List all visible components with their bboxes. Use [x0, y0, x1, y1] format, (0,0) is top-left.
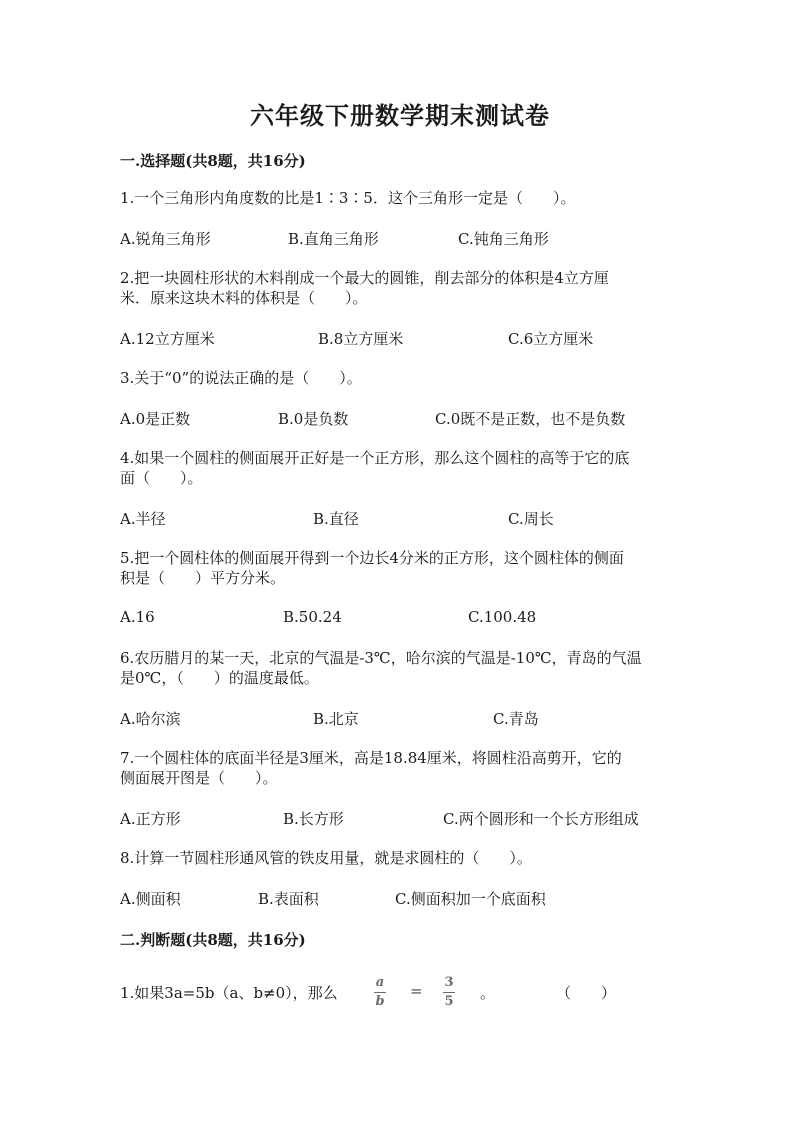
- page-title: 六年级下册数学期末测试卷: [250, 101, 550, 130]
- question-4-option-c[interactable]: C.周长: [508, 510, 554, 528]
- question-4-option-b[interactable]: B.直径: [313, 510, 359, 528]
- fraction-bar: [374, 992, 386, 993]
- section-heading-choice: 一.选择题(共8题，共16分): [120, 152, 306, 170]
- judgement-1-suffix: 。: [480, 984, 496, 1002]
- question-2-option-c[interactable]: C.6立方厘米: [508, 330, 594, 348]
- question-8-option-c[interactable]: C.侧面积加一个底面积: [395, 890, 546, 908]
- fraction-denominator: 5: [444, 994, 454, 1009]
- question-2-line-1: 2.把一块圆柱形状的木料削成一个最大的圆锥，削去部分的体积是4立方厘: [120, 269, 609, 287]
- question-1-option-c[interactable]: C.钝角三角形: [458, 230, 549, 248]
- section-heading-judgement: 二.判断题(共8题，共16分): [120, 931, 306, 949]
- fraction-a-over-b: [374, 976, 386, 1009]
- question-6-line-2: 是0℃，（ ）的温度最低。: [120, 669, 319, 687]
- question-5-line-2: 积是（ ）平方分米。: [120, 569, 286, 587]
- question-7-line-1: 7.一个圆柱体的底面半径是3厘米，高是18.84厘米，将圆柱沿高剪开，它的: [120, 749, 622, 767]
- question-3-line-1: 3.关于“0”的说法正确的是（ ）。: [120, 369, 362, 387]
- question-4-line-1: 4.如果一个圆柱的侧面展开正好是一个正方形，那么这个圆柱的高等于它的底: [120, 449, 630, 467]
- equals-sign: =: [410, 982, 423, 1000]
- question-5-option-b[interactable]: B.50.24: [283, 608, 342, 626]
- question-2-option-a[interactable]: A.12立方厘米: [120, 330, 215, 348]
- question-8-option-b[interactable]: B.表面积: [258, 890, 319, 908]
- question-5-line-1: 5.把一个圆柱体的侧面展开得到一个边长4分米的正方形，这个圆柱体的侧面: [120, 549, 624, 567]
- question-1-line-1: 1.一个三角形内角度数的比是1∶3∶5．这个三角形一定是（ ）。: [120, 189, 576, 207]
- question-4-option-a[interactable]: A.半径: [120, 510, 166, 528]
- question-7-line-2: 侧面展开图是（ ）。: [120, 769, 278, 787]
- question-6-option-b[interactable]: B.北京: [313, 710, 359, 728]
- question-8-option-a[interactable]: A.侧面积: [120, 890, 181, 908]
- question-7-option-a[interactable]: A.正方形: [120, 810, 181, 828]
- fraction-denominator: b: [375, 994, 385, 1009]
- judgement-1-prefix: 1.如果3a=5b（a、b≠0），那么: [120, 984, 338, 1002]
- question-8-line-1: 8.计算一节圆柱形通风管的铁皮用量，就是求圆柱的（ ）。: [120, 849, 532, 867]
- question-7-option-b[interactable]: B.长方形: [283, 810, 344, 828]
- question-5-option-c[interactable]: C.100.48: [468, 608, 537, 626]
- question-7-option-c[interactable]: C.两个圆形和一个长方形组成: [443, 810, 639, 828]
- question-2-option-b[interactable]: B.8立方厘米: [318, 330, 404, 348]
- question-4-line-2: 面（ ）。: [120, 469, 203, 487]
- question-1-option-a[interactable]: A.锐角三角形: [120, 230, 211, 248]
- question-6-option-c[interactable]: C.青岛: [493, 710, 539, 728]
- answer-blank[interactable]: （ ）: [556, 984, 617, 1002]
- question-2-line-2: 米．原来这块木料的体积是（ ）。: [120, 289, 368, 307]
- fraction-bar: [443, 992, 455, 993]
- question-3-option-b[interactable]: B.0是负数: [278, 410, 349, 428]
- question-5-option-a[interactable]: A.16: [120, 608, 155, 626]
- question-6-line-1: 6.农历腊月的某一天，北京的气温是-3℃，哈尔滨的气温是-10℃，青岛的气温: [120, 649, 642, 667]
- question-6-option-a[interactable]: A.哈尔滨: [120, 710, 181, 728]
- question-1-option-b[interactable]: B.直角三角形: [288, 230, 379, 248]
- fraction-numerator: a: [375, 975, 385, 990]
- question-3-option-c[interactable]: C.0既不是正数，也不是负数: [435, 410, 626, 428]
- fraction-numerator: 3: [444, 975, 454, 990]
- question-3-option-a[interactable]: A.0是正数: [120, 410, 191, 428]
- fraction-3-over-5: [443, 976, 455, 1009]
